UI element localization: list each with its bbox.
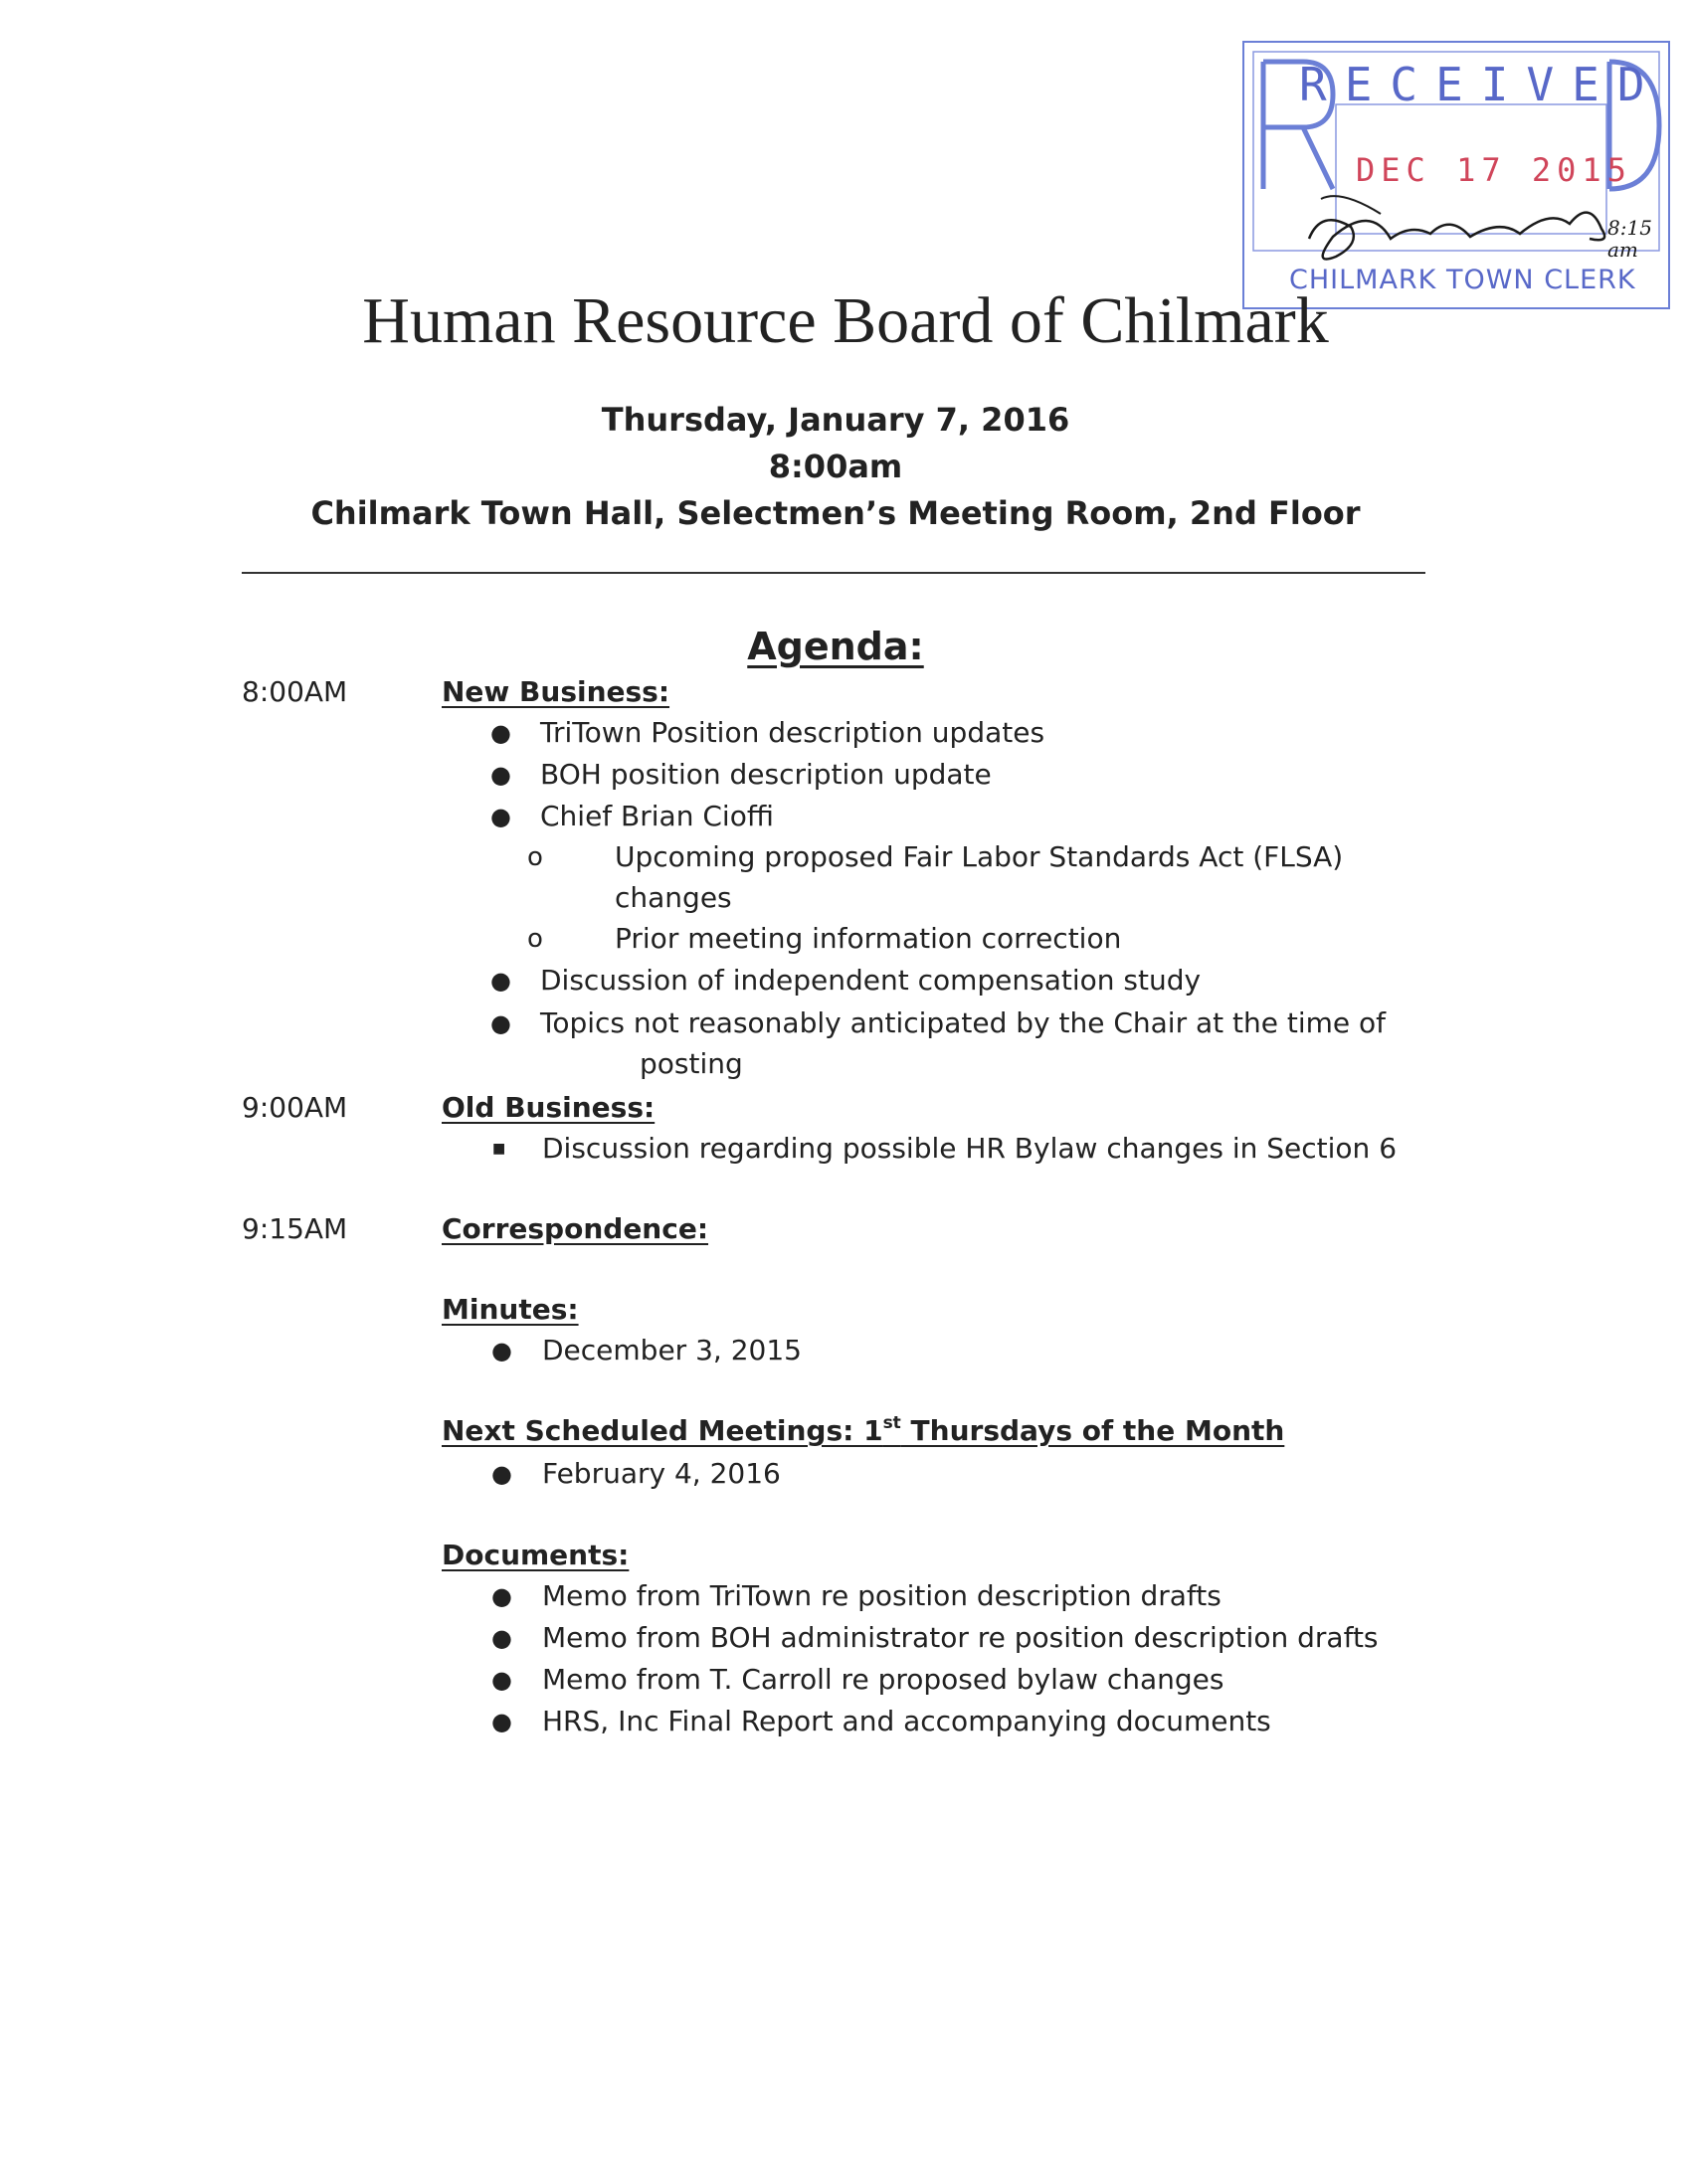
divider [242,572,1425,574]
list-item: Chief Brian Cioffi [540,800,774,832]
meeting-location: Chilmark Town Hall, Selectmen’s Meeting Room, 2nd Floor [310,494,1361,532]
bullet-icon: ● [490,967,511,995]
section-documents: Documents: [442,1539,630,1571]
bullet-icon: ● [491,1460,512,1488]
list-item: TriTown Position description updates [540,716,1045,749]
list-item: Topics not reasonably anticipated by the Chair at the time of [540,1006,1387,1039]
sub-list-item-continued: changes [615,881,732,914]
bullet-icon: ● [490,719,511,747]
time-old-business: 9:00AM [242,1091,348,1124]
bullet-icon: ● [491,1337,512,1365]
stamp-date: DEC 17 2015 [1356,151,1632,189]
list-item: Discussion of independent compensation study [540,964,1202,997]
section-old-business: Old Business: [442,1091,656,1124]
received-stamp [1241,40,1671,310]
circle-bullet-icon: o [527,842,543,872]
meeting-time: 8:00am [768,448,903,485]
list-item: February 4, 2016 [542,1457,781,1490]
bullet-icon: ● [490,803,511,830]
section-correspondence: Correspondence: [442,1212,709,1245]
agenda-heading: Agenda: [747,625,924,668]
list-item-continued: posting [640,1047,743,1080]
sub-list-item: Prior meeting information correction [615,922,1122,955]
next-meetings-label: Next Scheduled Meetings: 1 [442,1414,883,1447]
square-bullet-icon: ■ [492,1141,506,1157]
stamp-handwritten-time: 8:15 am [1607,216,1652,262]
section-next-meetings [442,1412,1284,1450]
list-item: Memo from BOH administrator re position description drafts [542,1621,1379,1654]
section-new-business: New Business: [442,675,670,708]
page-title: Human Resource Board of Chilmark [362,284,1329,357]
list-item: Memo from T. Carroll re proposed bylaw changes [542,1663,1224,1696]
next-meetings-ordinal: st [882,1413,901,1433]
circle-bullet-icon: o [527,924,543,954]
list-item: HRS, Inc Final Report and accompanying documents [542,1705,1271,1737]
list-item: Memo from TriTown re position description drafts [542,1579,1221,1612]
stamp-received-word: RECEIVED [1299,58,1663,111]
list-item: December 3, 2015 [542,1334,802,1366]
time-correspondence: 9:15AM [242,1212,348,1245]
bullet-icon: ● [491,1666,512,1694]
sub-list-item: Upcoming proposed Fair Labor Standards Act (FLSA) [615,840,1344,873]
list-item: Discussion regarding possible HR Bylaw changes in Section 6 [542,1132,1398,1165]
bullet-icon: ● [491,1624,512,1652]
list-item: BOH position description update [540,758,992,791]
bullet-icon: ● [491,1582,512,1610]
meeting-date: Thursday, January 7, 2016 [601,401,1070,439]
next-meetings-label-end: Thursdays of the Month [900,1414,1285,1447]
bullet-icon: ● [490,761,511,789]
bullet-icon: ● [491,1708,512,1735]
stamp-office: CHILMARK TOWN CLERK [1289,265,1636,295]
bullet-icon: ● [490,1009,511,1037]
time-new-business: 8:00AM [242,675,348,708]
section-minutes: Minutes: [442,1293,579,1326]
